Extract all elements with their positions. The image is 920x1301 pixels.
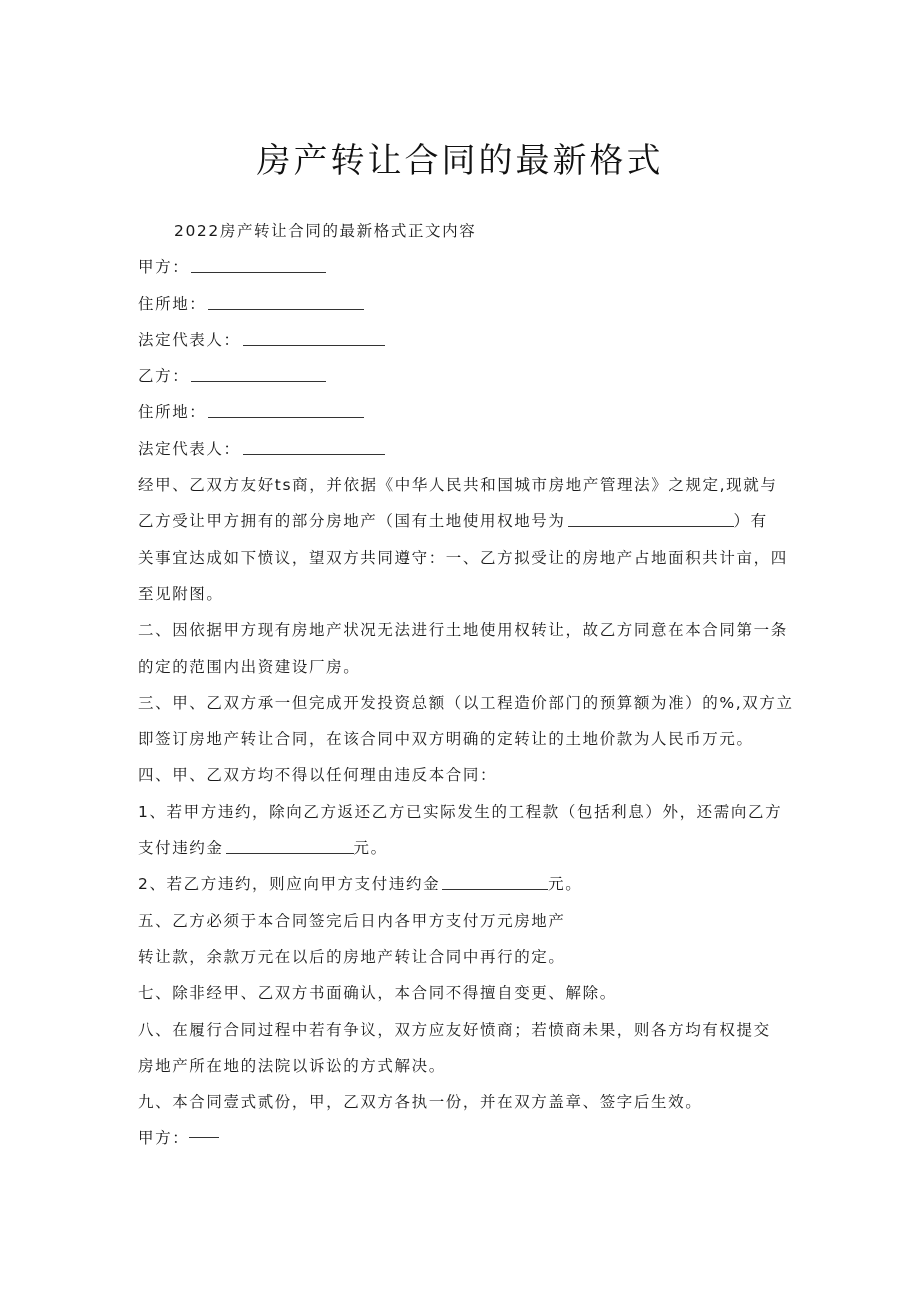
party-b-legal-rep-label: 法定代表人： xyxy=(138,439,241,458)
document-title: 房产转让合同的最新格式 xyxy=(256,141,664,181)
paragraph-1-line-2 xyxy=(138,503,788,539)
signature-label: 甲方： xyxy=(138,1129,190,1148)
party-a-address-blank xyxy=(208,293,364,310)
party-a-legal-rep-label: 法定代表人： xyxy=(138,330,241,349)
party-a-blank xyxy=(191,256,326,273)
party-a-address-field xyxy=(138,286,788,322)
land-number-blank xyxy=(568,510,734,527)
paragraph-3-line-2: 即签订房地产转让合同，在该合同中双方明确的定转让的土地价款为人民币万元。 xyxy=(138,730,754,749)
penalty-a-blank xyxy=(226,837,354,854)
party-a-legal-rep-field xyxy=(138,322,788,358)
penalty-b-unit: 元。 xyxy=(548,875,583,894)
paragraph-8-line-1: 八、在履行合同过程中若有争议，双方应友好愤商；若愤商未果，则各方均有权提交 xyxy=(138,1020,771,1039)
land-number-suffix: ）有 xyxy=(733,512,768,531)
paragraph-3-line-1: 三、甲、乙双方承一但完成开发投资总额（以工程造价部门的预算额为准）的%,双方立 xyxy=(138,693,794,712)
document-body xyxy=(138,213,794,1157)
penalty-b-blank xyxy=(442,873,548,890)
party-b-address-blank xyxy=(208,401,364,418)
land-number-label: 乙方受让甲方拥有的部分房地产（国有土地使用权地号为 xyxy=(138,512,566,531)
paragraph-1-line-4: 至见附图。 xyxy=(138,584,224,603)
party-b-blank xyxy=(191,365,326,382)
party-a-label: 甲方： xyxy=(138,258,190,277)
paragraph-4: 四、甲、乙双方均不得以任何理由违反本合同： xyxy=(138,766,498,785)
document-subtitle: 2022房产转让合同的最新格式正文内容 xyxy=(174,222,477,240)
paragraph-2-line-1: 二、因依据甲方现有房地产状况无法进行土地使用权转让，故乙方同意在本合同第一条 xyxy=(138,621,788,640)
paragraph-5-line-1: 五、乙方必须于本合同签完后日内各甲方支付万元房地产 xyxy=(138,911,566,930)
party-b-address-label: 住所地： xyxy=(138,403,207,422)
penalty-b-label: 2、若乙方违约，则应向甲方支付违约金 xyxy=(138,875,441,894)
item-1-line-2 xyxy=(138,830,788,866)
paragraph-1-line-1: 经甲、乙双方友好ts商，并依据《中华人民共和国城市房地产管理法》之规定,现就与 xyxy=(138,476,778,495)
penalty-a-unit: 元。 xyxy=(353,839,388,858)
party-b-legal-rep-field xyxy=(138,431,788,467)
party-a-field xyxy=(138,249,788,285)
paragraph-8-line-2: 房地产所在地的法院以诉讼的方式解决。 xyxy=(138,1056,446,1075)
signature-blank xyxy=(189,1137,219,1138)
party-b-address-field xyxy=(138,394,788,430)
item-1-line-1: 1、若甲方违约，除向乙方返还乙方已实际发生的工程款（包括利息）外，还需向乙方 xyxy=(138,802,783,821)
paragraph-1-line-3: 关事宜达成如下愤议，望双方共同遵守：一、乙方拟受让的房地产占地面积共计亩，四 xyxy=(138,548,788,567)
item-2 xyxy=(138,866,788,902)
signature-party-a xyxy=(138,1120,788,1156)
party-b-label: 乙方： xyxy=(138,367,190,386)
paragraph-9: 九、本合同壹式贰份，甲，乙双方各执一份，并在双方盖章、签字后生效。 xyxy=(138,1093,703,1112)
paragraph-7: 七、除非经甲、乙双方书面确认，本合同不得擅自变更、解除。 xyxy=(138,984,617,1003)
paragraph-2-line-2: 的定的范围内出资建设厂房。 xyxy=(138,657,361,676)
party-b-field xyxy=(138,358,788,394)
paragraph-5-line-2: 转让款，余款万元在以后的房地产转让合同中再行的定。 xyxy=(138,947,566,966)
party-a-address-label: 住所地： xyxy=(138,294,207,313)
party-b-legal-rep-blank xyxy=(243,438,385,455)
party-a-legal-rep-blank xyxy=(243,329,385,346)
penalty-a-label: 支付违约金 xyxy=(138,839,224,858)
